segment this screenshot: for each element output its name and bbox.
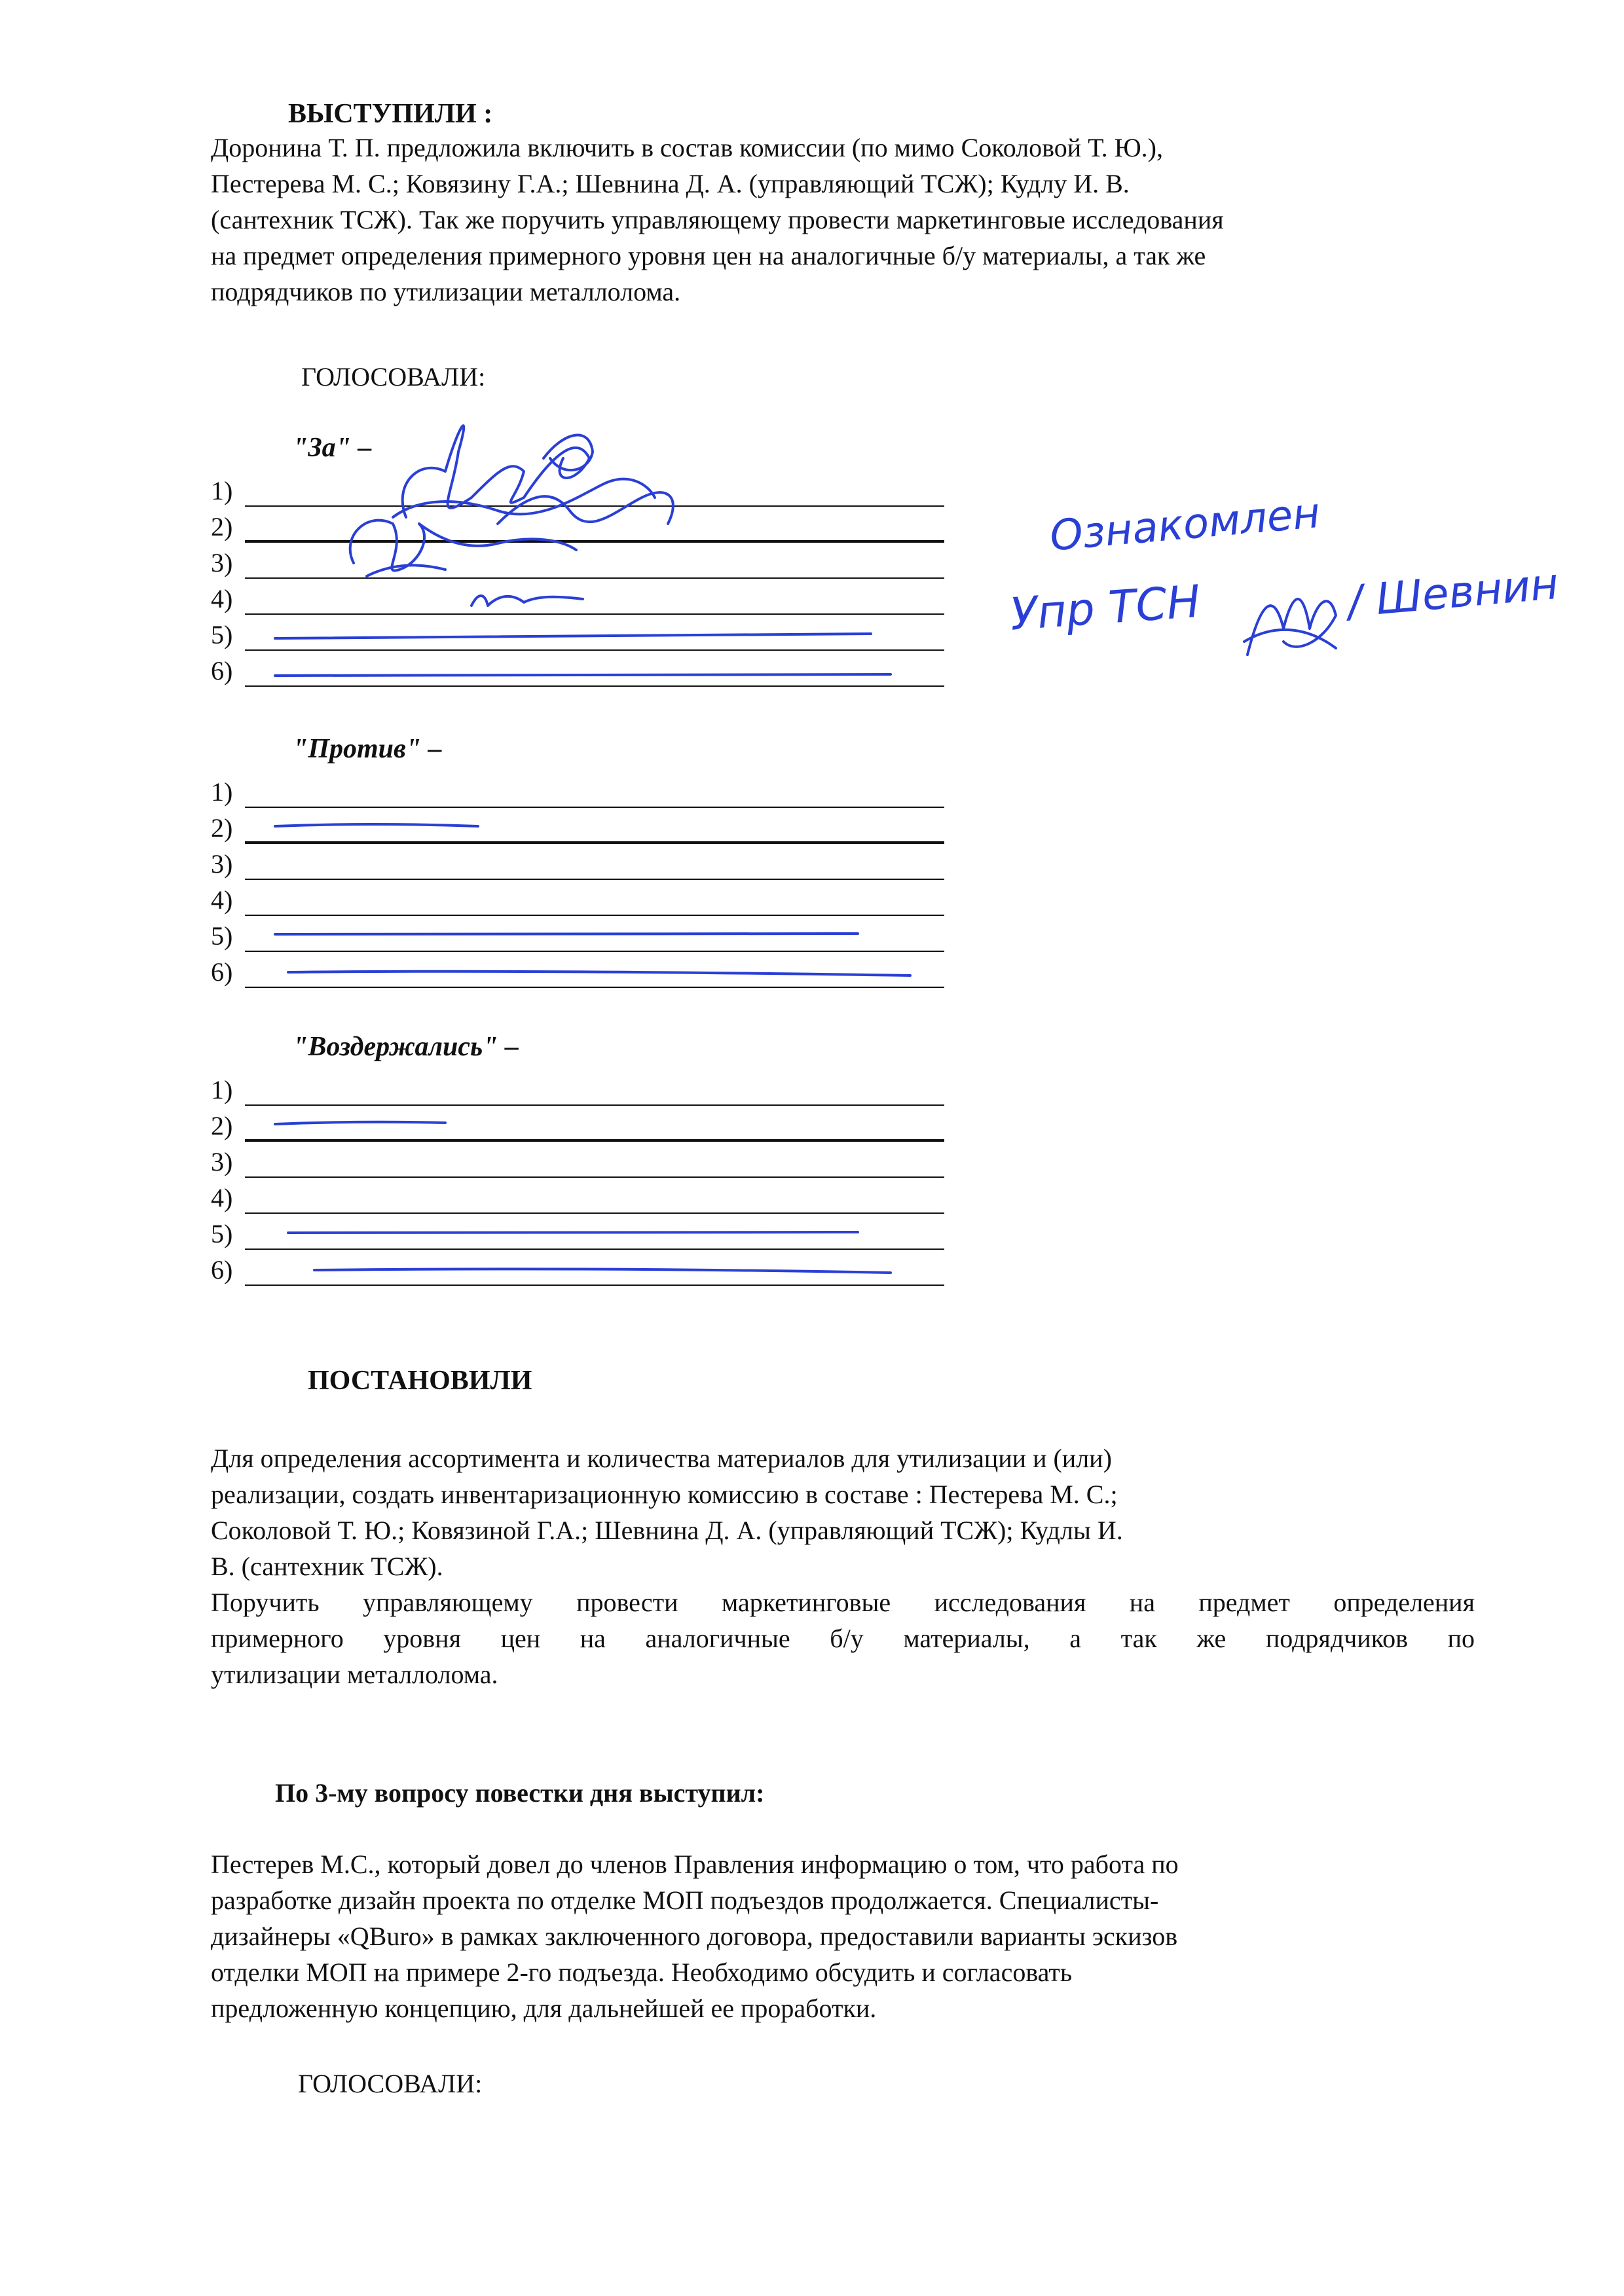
strike-line [288, 972, 910, 975]
signature-scribble [1247, 599, 1336, 655]
vote-group-label-za: "За" – [293, 433, 372, 463]
row-number: 2) [211, 1111, 233, 1140]
row-number: 1) [211, 1075, 233, 1104]
row-number: 6) [211, 1255, 233, 1285]
section-heading-question-3: По 3-му вопросу повестки дня выступил: [275, 1778, 765, 1808]
postanovili-paragraph-1 [211, 1440, 1475, 1584]
row-number: 3) [211, 548, 233, 577]
row-number: 2) [211, 813, 233, 843]
text-line: Соколовой Т. Ю.; Ковязиной Г.А.; Шевнина Д. А. (управляющий ТСЖ); Кудлы И. [211, 1516, 1123, 1545]
strike-line [275, 824, 478, 826]
text-line: дизайнеры «QBuro» в рамках заключенного договора, предоставили варианты эскизов [211, 1922, 1178, 1951]
row-number: 2) [211, 512, 233, 541]
strike-line [275, 933, 858, 934]
text-line: предложенную концепцию, для дальнейшей ее проработки. [211, 1994, 877, 2023]
section-heading-golosovali: ГОЛОСОВАЛИ: [301, 362, 486, 392]
section-heading-golosovali-2: ГОЛОСОВАЛИ: [298, 2069, 483, 2098]
signature-scribble [350, 520, 576, 571]
text-line: Для определения ассортимента и количества материалов для утилизации и (или) [211, 1444, 1112, 1473]
postanovili-paragraph-2 [211, 1584, 1475, 1692]
text-line: подрядчиков по утилизации металлолома. [211, 277, 681, 306]
text-line: реализации, создать инвентаризационную комиссию в составе : Пестерева М. С.; [211, 1480, 1118, 1509]
handwritten-annotation-acknowledged: Ознакомлен [1048, 488, 1322, 561]
row-number: 5) [211, 921, 233, 951]
strike-line [275, 674, 891, 676]
text-line: Поручить управляющему провести маркетинговые исследования на предмет определения [211, 1588, 1475, 1617]
text-line: Пестерева М. С.; Ковязину Г.А.; Шевнина Д. А. (управляющий ТСЖ); Кудлу И. В. [211, 169, 1130, 198]
text-line: примерного уровня цен на аналогичные б/у материалы, а так же подрядчиков по [211, 1624, 1475, 1653]
handwritten-annotation-position: Упр ТСН [1008, 575, 1202, 641]
text-line: разработке дизайн проекта по отделке МОП подъездов продолжается. Специалисты- [211, 1886, 1159, 1915]
question3-paragraph [211, 1846, 1179, 2026]
row-number: 4) [211, 584, 233, 613]
row-number: 5) [211, 620, 233, 649]
section-heading-vystupili: ВЫСТУПИЛИ : [288, 99, 493, 129]
vote-group-label-protiv: "Против" – [293, 734, 442, 764]
strike-line [288, 1231, 858, 1233]
row-number: 4) [211, 885, 233, 915]
row-number: 4) [211, 1183, 233, 1212]
text-line: Пестерев М.С., который довел до членов Правления информацию о том, что работа по [211, 1850, 1179, 1879]
text-line: на предмет определения примерного уровня цен на аналогичные б/у материалы, а так же [211, 241, 1206, 270]
signature-scribble [471, 596, 583, 606]
text-line: утилизации металлолома. [211, 1660, 498, 1689]
text-line: Доронина Т. П. предложила включить в состав комиссии (по мимо Соколовой Т. Ю.), [211, 133, 1164, 162]
vote-group-label-vozderzhalis: "Воздержались" – [293, 1032, 519, 1062]
row-number: 5) [211, 1219, 233, 1248]
row-number: 6) [211, 957, 233, 987]
row-number: 1) [211, 476, 233, 505]
row-number: 1) [211, 777, 233, 807]
handwritten-annotation-name: / Шевнин [1346, 558, 1561, 627]
row-number: 6) [211, 656, 233, 685]
row-number: 3) [211, 1147, 233, 1176]
text-line: (сантехник ТСЖ). Так же поручить управляющему провести маркетинговые исследования [211, 205, 1224, 234]
strike-line [314, 1269, 891, 1273]
signature-scribble [367, 565, 445, 576]
text-line: отделки МОП на примере 2-го подъезда. Необходимо обсудить и согласовать [211, 1958, 1073, 1987]
strike-line [275, 1122, 445, 1124]
row-number: 3) [211, 849, 233, 879]
strike-line [275, 634, 871, 638]
text-line: В. (сантехник ТСЖ). [211, 1552, 443, 1581]
section-heading-postanovili: ПОСТАНОВИЛИ [308, 1366, 532, 1396]
